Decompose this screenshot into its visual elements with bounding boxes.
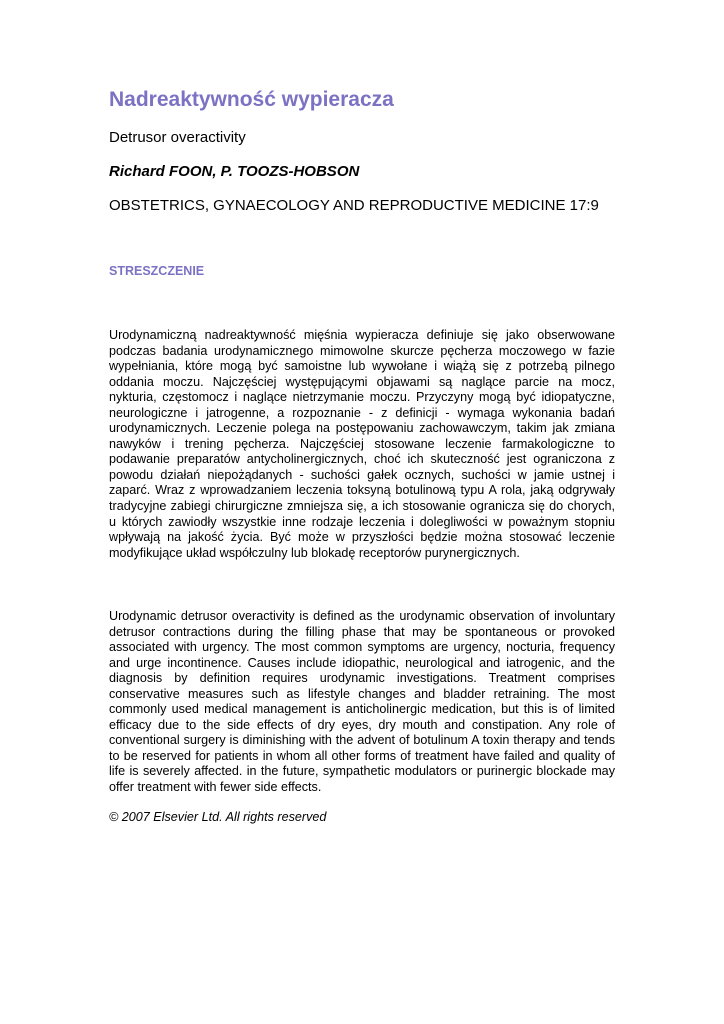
article-subtitle: Detrusor overactivity xyxy=(109,129,246,146)
article-authors: Richard FOON, P. TOOZS-HOBSON xyxy=(109,163,360,180)
journal-reference: OBSTETRICS, GYNAECOLOGY AND REPRODUCTIVE MEDICINE 17:9 xyxy=(109,197,599,214)
section-heading-abstract: STRESZCZENIE xyxy=(109,264,205,278)
abstract-polish: Urodynamiczną nadreaktywność mięśnia wypieracza definiuje się jako obserwowane podczas badania urodynamicznego mimowolne skurcze pęcherza moczowego w fazie wypełniania, które mogą być samoistne lub wywołane i wiążą się z potrzebą pilnego oddania moczu. Najczęściej występującymi objawami są naglące parcie na mocz, nykturia, częstomocz i naglące nietrzymanie moczu. Przyczyny mogą być idiopatyczne, neurologiczne i jatrogenne, a rozpoznanie - z definicji - wymaga wykonania badań urodynamicznych. Leczenie polega na postępowaniu zachowawczym, takim jak zmiana nawyków i trening pęcherza. Najczęściej stosowane leczenie farmakologiczne to podawanie preparatów antycholinergicznych, choć ich skuteczność jest ograniczona z powodu działań niepożądanych - suchości gałek ocznych, suchości w jamie ustnej i zaparć. Wraz z wprowadzaniem leczenia toksyną botulinową typu A rola, jaką odgrywały tradycyjne zabiegi chirurgiczne zmniejsza się, a ich stosowanie ogranicza się do chorych, u których zawiodły wszystkie inne rodzaje leczenia i dolegliwości w poważnym stopniu wpływają na jakość życia. Być może w przyszłości będzie można stosować leczenie modyfikujące układ współczulny lub blokadę receptorów purynergicznych. xyxy=(109,328,615,560)
abstract-english: Urodynamic detrusor overactivity is defined as the urodynamic observation of involuntary detrusor contractions during the filling phase that may be spontaneous or provoked associated with urgency. The most common symptoms are urgency, nocturia, frequency and urge incontinence. Causes include idiopathic, neurological and iatrogenic, and the diagnosis by definition requires urodynamic investigations. Treatment comprises conservative measures such as lifestyle changes and bladder retraining. The most commonly used medical management is anticholinergic medication, but this is of limited efficacy due to the side effects of dry eyes, dry mouth and constipation. Any role of conventional surgery is diminishing with the advent of botulinum A toxin therapy and tends to be reserved for patients in whom all other forms of treatment have failed and quality of life is severely affected. in the future, sympathetic modulators or purinergic blockade may offer treatment with fewer side effects. xyxy=(109,609,615,795)
copyright-notice: © 2007 Elsevier Ltd. All rights reserved xyxy=(109,810,327,824)
article-title: Nadreaktywność wypieracza xyxy=(109,88,394,111)
